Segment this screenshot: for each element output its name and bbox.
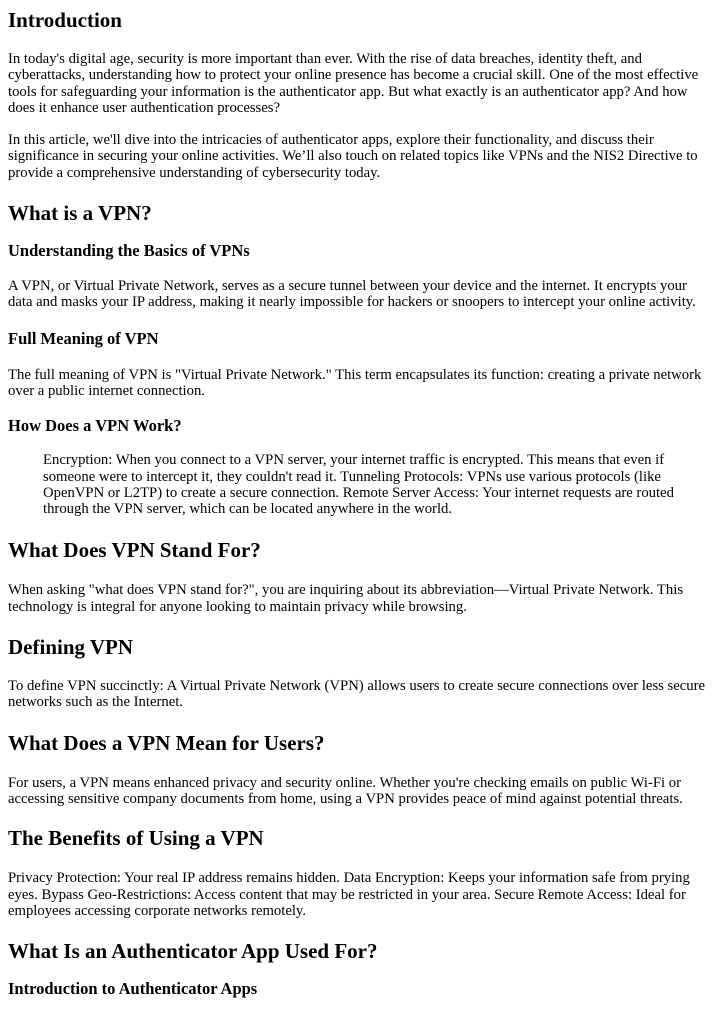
vpn-stand-for-paragraph: When asking "what does VPN stand for?", you are inquiring about its abbreviation—Virtual Private Network. This technology is integral for anyone looking to maintain privacy while browsing. [8,582,684,615]
subheading-how-vpn-works: How Does a VPN Work? [8,416,182,436]
subheading-vpn-basics: Understanding the Basics of VPNs [8,241,250,261]
section-heading-authenticator-app: What Is an Authenticator App Used For? [8,939,378,964]
section-heading-introduction: Introduction [8,8,122,32]
how-vpn-works-blockquote: Encryption: When you connect to a VPN server, your internet traffic is encrypted. This means that even if someone were to intercept it, they couldn't read it. Tunneling Protocols: VPNs use various protocols (like OpenVPN or L2TP) to create a secure connection. Remote Server Access: Your internet requests are routed through the VPN server, which can be located anywhere in the world. [43,452,674,518]
introduction-paragraph-2: In this article, we'll dive into the intricacies of authenticator apps, explore their functionality, and discuss their significance in securing your online activities. We’ll also touch on related topics like VPNs and the NIS2 Directive to provide a comprehensive understanding of cybersecurity today. [8,132,698,181]
introduction-paragraph-1: In today's digital age, security is more important than ever. With the rise of data breaches, identity theft, and cyberattacks, understanding how to protect your online presence has become a crucial skill. One of the most effective tools for safeguarding your information is the authenticator app. But what exactly is an authenticator app? And how does it enhance user authentication processes? [8,51,699,116]
vpn-for-users-paragraph: For users, a VPN means enhanced privacy and security online. Whether you're checking emails on public Wi-Fi or accessing sensitive company documents from home, using a VPN provides peace of mind against potential threats. [8,774,683,807]
subheading-vpn-meaning: Full Meaning of VPN [8,328,159,348]
section-heading-vpn-benefits: The Benefits of Using a VPN [8,826,264,851]
vpn-meaning-paragraph: The full meaning of VPN is "Virtual Private Network." This term encapsulates its function: creating a private network over a public internet connection. [8,366,702,399]
section-heading-vpn-stand-for: What Does VPN Stand For? [8,538,261,563]
vpn-basics-paragraph: A VPN, or Virtual Private Network, serves as a secure tunnel between your device and the internet. It encrypts your data and masks your IP address, making it nearly impossible for hackers or snoopers to intercept your online activity. [8,278,696,311]
section-heading-vpn-for-users: What Does a VPN Mean for Users? [8,730,325,755]
defining-vpn-paragraph: To define VPN succinctly: A Virtual Private Network (VPN) allows users to create secure connections over less secure networks such as the Internet. [8,678,706,711]
article [0,8,720,998]
section-heading-what-is-vpn: What is a VPN? [8,201,152,226]
vpn-benefits-paragraph: Privacy Protection: Your real IP address remains hidden. Data Encryption: Keeps your information safe from prying eyes. Bypass Geo-Restrictions: Access content that may be restricted in your area. Secure Remote Access: Ideal for employees accessing corporate networks remotely. [8,870,690,919]
section-heading-defining-vpn: Defining VPN [8,635,134,660]
subheading-authenticator-intro: Introduction to Authenticator Apps [8,979,258,999]
